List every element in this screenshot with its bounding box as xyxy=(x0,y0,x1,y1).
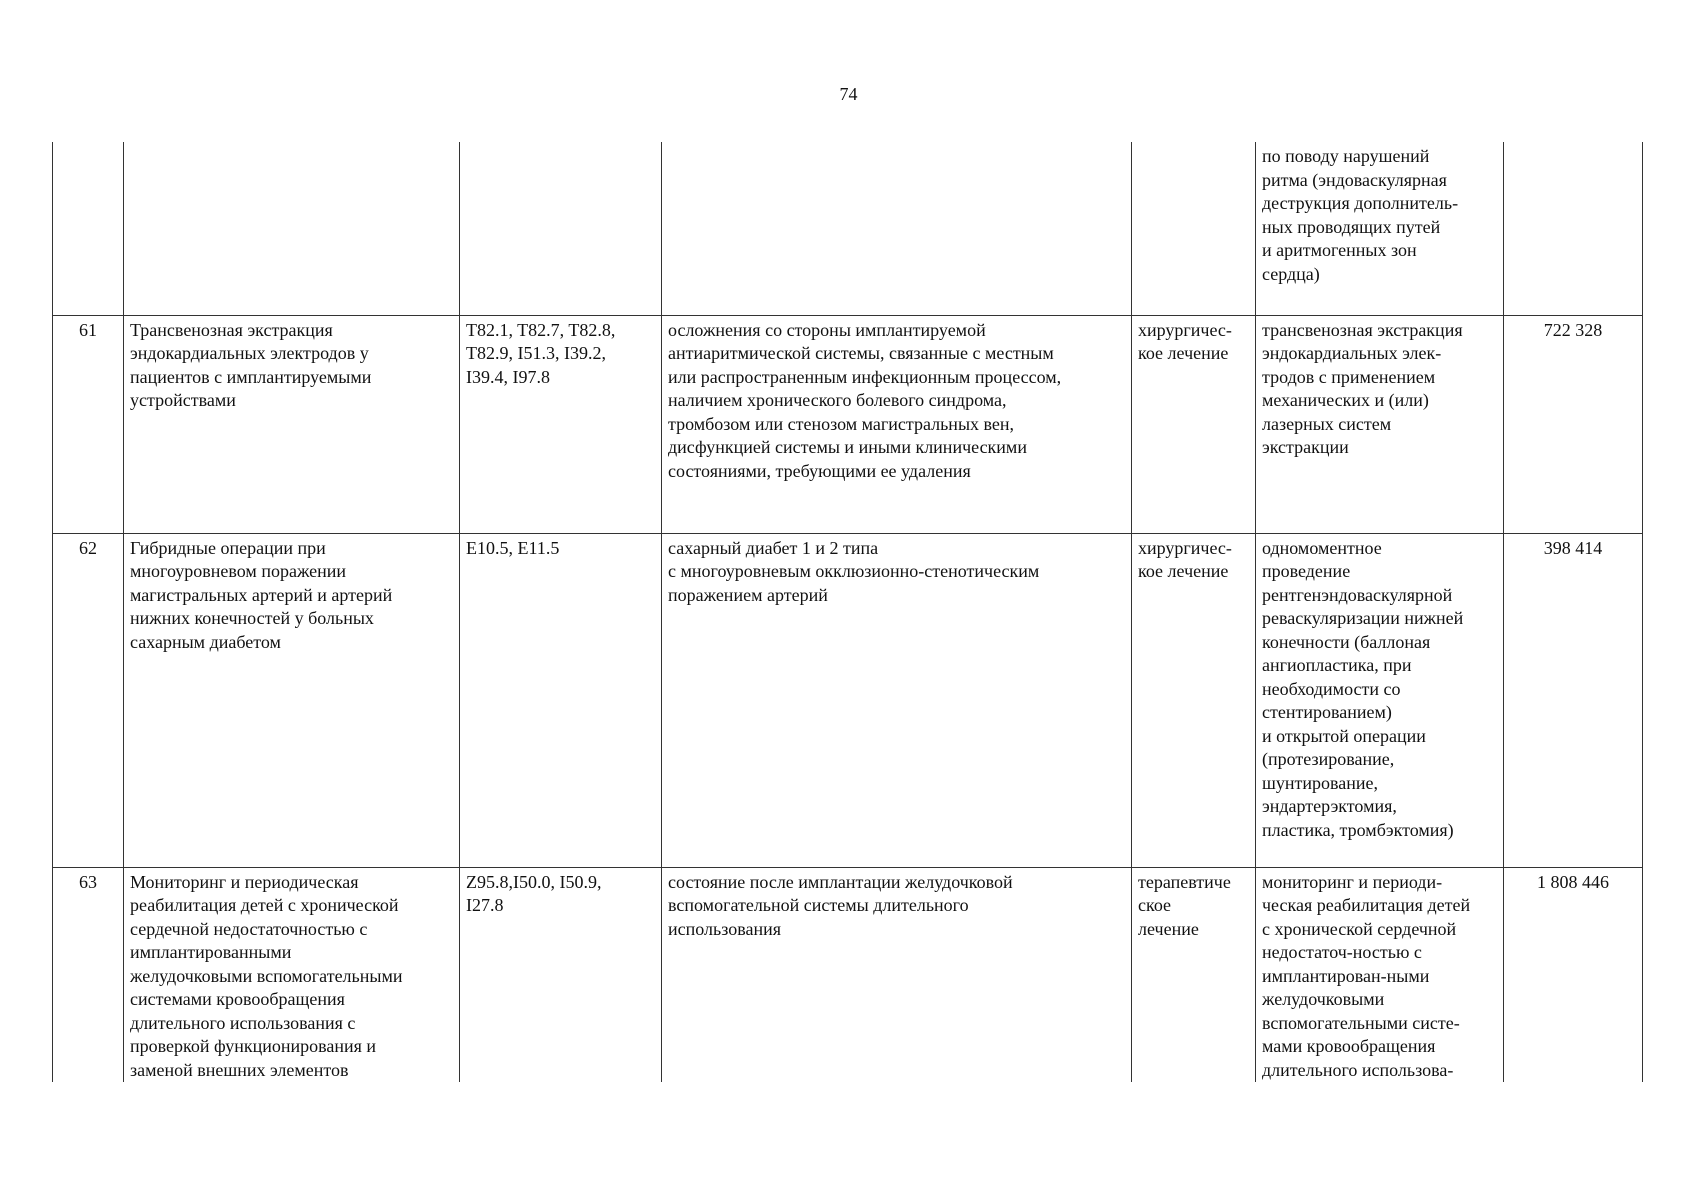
cost-cell xyxy=(1504,142,1643,315)
row-number-cell: 63 xyxy=(53,867,124,1082)
row-number-cell: 62 xyxy=(53,533,124,867)
table-row xyxy=(53,867,1643,1082)
page-number: 74 xyxy=(839,84,858,104)
cost-cell: 722 328 xyxy=(1504,315,1643,533)
table-row xyxy=(53,315,1643,533)
hmp-table xyxy=(52,142,1643,1082)
care-name-cell: Трансвенозная экстракция эндокардиальных электродов у пациентов с имплантируемыми устройствами xyxy=(124,315,460,533)
treatment-type-cell: хирургичес- кое лечение xyxy=(1132,533,1256,867)
treatment-method-cell: мониторинг и периоди- ческая реабилитация детей с хронической сердечной недостаточ-ностью с имплантирован-ными желудочковыми вспомогательными систе- мами кровообращения длительного использова- xyxy=(1256,867,1504,1082)
care-name-cell: Мониторинг и периодическая реабилитация детей с хронической сердечной недостаточностью с имплантированными желудочковыми вспомогательными системами кровообращения длительного использования с проверкой функционирования и заменой внешних элементов xyxy=(124,867,460,1082)
treatment-method-cell: по поводу нарушений ритма (эндоваскулярная деструкция дополнитель- ных проводящих путей и аритмогенных зон сердца) xyxy=(1256,142,1504,315)
care-name-cell xyxy=(124,142,460,315)
treatment-type-cell: терапевтиче ское лечение xyxy=(1132,867,1256,1082)
treatment-type-cell xyxy=(1132,142,1256,315)
table-row-continuation xyxy=(53,142,1643,315)
cost-cell: 398 414 xyxy=(1504,533,1643,867)
icd-codes-cell xyxy=(460,142,662,315)
icd-codes-cell: Z95.8,I50.0, I50.9, I27.8 xyxy=(460,867,662,1082)
patient-model-cell xyxy=(662,142,1132,315)
patient-model-cell: осложнения со стороны имплантируемой антиаритмической системы, связанные с местным или распространенным инфекционным процессом, наличием хронического болевого синдрома, тромбозом или стенозом магистральных вен, дисфункцией системы и иными клиническими состояниями, требующими ее удаления xyxy=(662,315,1132,533)
treatment-method-cell: трансвенозная экстракция эндокардиальных элек- тродов с применением механических и (или) лазерных систем экстракции xyxy=(1256,315,1504,533)
icd-codes-cell: T82.1, T82.7, T82.8, T82.9, I51.3, I39.2, I39.4, I97.8 xyxy=(460,315,662,533)
patient-model-cell: состояние после имплантации желудочковой вспомогательной системы длительного использования xyxy=(662,867,1132,1082)
treatment-type-cell: хирургичес- кое лечение xyxy=(1132,315,1256,533)
icd-codes-cell: E10.5, E11.5 xyxy=(460,533,662,867)
patient-model-cell: сахарный диабет 1 и 2 типа с многоуровневым окклюзионно-стенотическим поражением артерий xyxy=(662,533,1132,867)
table-row xyxy=(53,533,1643,867)
row-number-cell xyxy=(53,142,124,315)
row-number-cell: 61 xyxy=(53,315,124,533)
treatment-method-cell: одномоментное проведение рентгенэндоваскулярной реваскуляризации нижней конечности (баллоная ангиопластика, при необходимости со стентированием) и открытой операции (протезирование, шунтирование, эндартерэктомия, пластика, тромбэктомия) xyxy=(1256,533,1504,867)
cost-cell: 1 808 446 xyxy=(1504,867,1643,1082)
care-name-cell: Гибридные операции при многоуровневом поражении магистральных артерий и артерий нижних конечностей у больных сахарным диабетом xyxy=(124,533,460,867)
